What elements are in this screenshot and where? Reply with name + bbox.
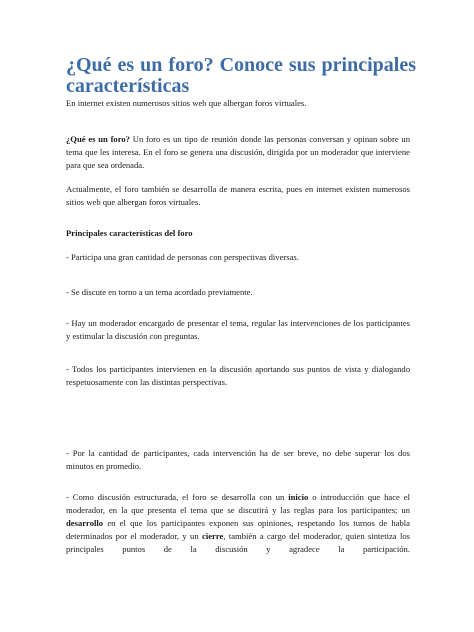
intro-text: Un foro es un tipo de reunión donde las personas conversan y opinan sobre un tema que les interesa. En el foro se genera una discusión, dirigida por un moderador que interviene para que sea ordenada. xyxy=(66,134,410,170)
bullet-item: - Se discute en torno a un tema acordado previamente. xyxy=(66,287,253,297)
intro-bold-lead: ¿Qué es un foro? xyxy=(66,134,130,144)
bullet-item: - Hay un moderador encargado de presentar el tema, regular las intervenciones de los participantes y estimular la discusión con preguntas. xyxy=(66,318,410,341)
text-run: - Como discusión estructurada, el foro se desarrolla con un xyxy=(66,492,289,502)
title-line-1: ¿Qué es un foro? Conoce sus principales xyxy=(66,54,416,76)
bullet-item: - Todos los participantes intervienen en la discusión aportando sus puntos de vista y dialogando respetuosamente con las distintas perspectivas. xyxy=(66,364,410,387)
intro-paragraph xyxy=(66,133,410,172)
title-line-2: características xyxy=(66,75,190,97)
subtitle: En internet existen numerosos sitios web que albergan foros virtuales. xyxy=(66,98,307,108)
bullet-item-structure xyxy=(66,491,410,556)
paragraph-online-forums: Actualmente, el foro también se desarrolla de manera escrita, pues en internet existen numerosos sitios web que albergan foros virtuales. xyxy=(66,184,410,207)
section-heading: Principales características del foro xyxy=(66,228,193,238)
page-title xyxy=(66,55,416,97)
text-run: en el que los participantes exponen sus opiniones, respetando los turnos de habla determinados por el moderador, y un xyxy=(66,518,410,541)
bullet-item: - Participa una gran cantidad de personas con perspectivas diversas. xyxy=(66,252,299,262)
bold-desarrollo: desarrollo xyxy=(66,518,104,528)
text-run: o introducción que hace el moderador, en la que presenta el tema que se discutirá y las reglas para los participantes; un xyxy=(66,492,410,515)
text-run: , también a cargo del moderador, quien sintetiza los principales puntos de la discusión y agradece la participación. xyxy=(66,531,410,554)
bold-cierre: cierre xyxy=(202,531,224,541)
bullet-item: - Por la cantidad de participantes, cada intervención ha de ser breve, no debe superar los dos minutos en promedio. xyxy=(66,448,410,471)
bold-inicio: inicio xyxy=(288,492,309,502)
